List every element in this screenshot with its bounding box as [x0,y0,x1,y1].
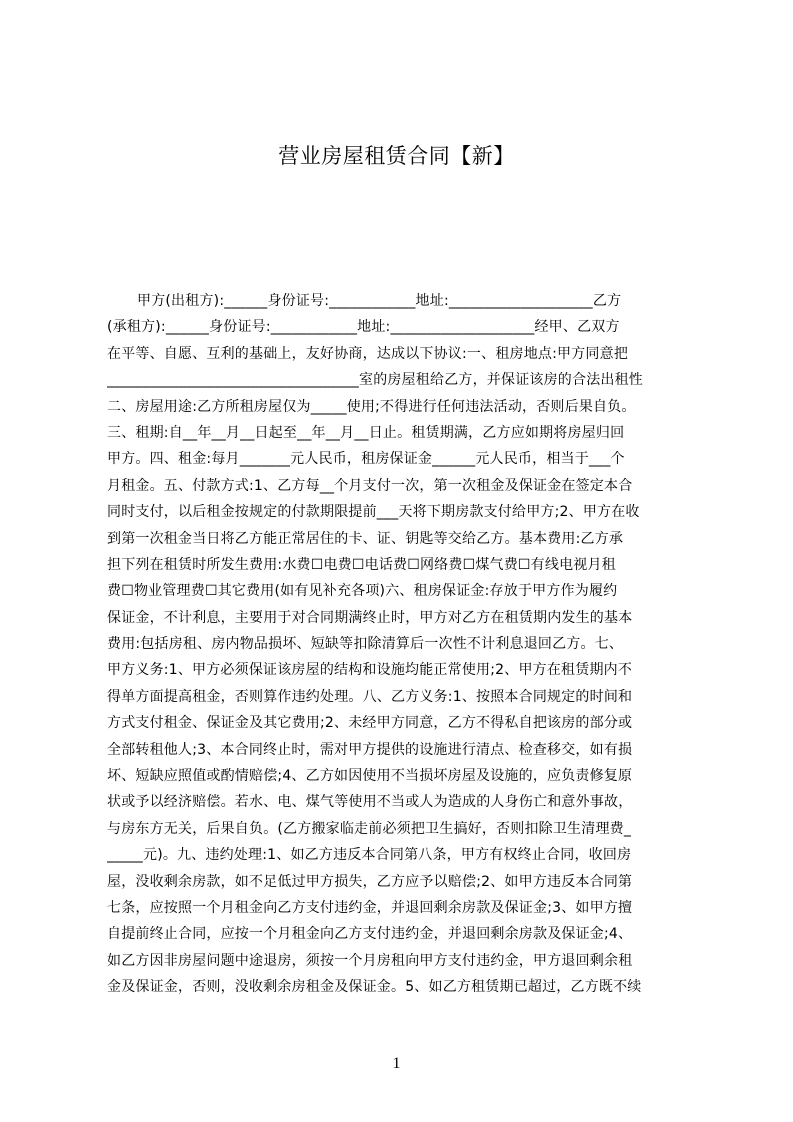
text-line: 担下列在租赁时所发生费用:水费☐电费☐电话费☐网络费☐煤气费☐有线电视月租 [107,556,616,573]
text-line: 甲方(出租方):______身份证号:____________地址:____________________乙方 [137,293,622,309]
text-line: 状或予以经济赔偿。若水、电、煤气等使用不当或人为造成的人身伤亡和意外事故， [107,794,633,811]
text-line: 如乙方因非房屋问题中途退房，须按一个月房租向甲方支付违约金，甲方退回剩余租 [107,952,633,969]
text-line: 全部转租他人;3、本合同终止时，需对甲方提供的设施进行清点、检查移交，如有损 [107,741,633,758]
text-line: 在平等、自愿、互利的基础上，友好协商，达成以下协议:一、租房地点:甲方同意把 [107,345,629,362]
text-line: ___________________________________室的房屋租给乙方，并保证该房的合法出租性 [107,372,643,389]
text-line: 三、租期:自__年__月__日起至__年__月__日止。租赁期满，乙方应如期将房屋归回 [107,424,625,441]
text-line: 自提前终止合同，应按一个月租金向乙方支付违约金，并退回剩余房款及保证金;4、 [107,926,633,943]
text-line: 同时支付，以后租金按规定的付款期限提前___天将下期房款支付给甲方;2、甲方在收 [107,504,640,521]
text-line: (承租方):______身份证号:____________地址:____________________经甲、乙双方 [107,319,620,336]
text-line: 月租金。五、付款方式:1、乙方每__个月支付一次，第一次租金及保证金在签定本合 [107,477,633,494]
text-line: 坏、短缺应照值或酌情赔偿;4、乙方如因使用不当损坏房屋及设施的，应负责修复原 [107,768,633,785]
text-line: 到第一次租金当日将乙方能正常居住的卡、证、钥匙等交给乙方。基本费用:乙方承 [107,530,624,547]
text-line: 甲方。四、租金:每月_______元人民币，租房保证金______元人民币，相当于___个 [107,451,625,468]
text-line: 甲方义务:1、甲方必须保证该房屋的结构和设施均能正常使用;2、甲方在租赁期内不 [107,662,633,679]
text-line: 保证金，不计利息，主要用于对合同期满终止时，甲方对乙方在租赁期内发生的基本 [107,609,633,626]
page-number: 1 [392,1055,401,1072]
text-line: 屋，没收剩余房款，如不足低过甲方损失，乙方应予以赔偿;2、如甲方违反本合同第 [107,873,633,890]
text-line: 费☐物业管理费☐其它费用(如有见补充各项)六、租房保证金:存放于甲方作为履约 [107,583,618,600]
text-line: 方式支付租金、保证金及其它费用;2、未经甲方同意，乙方不得私自把该房的部分或 [107,715,633,732]
document-title: 营业房屋租赁合同【新】 [278,144,515,168]
text-line: 得单方面提高租金，否则算作违约处理。八、乙方义务:1、按照本合同规定的时间和 [107,688,633,705]
text-line: 七条，应按照一个月租金向乙方支付违约金，并退回剩余房款及保证金;3、如甲方擅 [107,899,633,916]
text-line: _____元)。九、违约处理:1、如乙方违反本合同第八条，甲方有权终止合同，收回房 [107,847,632,864]
text-line: 二、房屋用途:乙方所租房屋仅为_____使用;不得进行任何违法活动，否则后果自负。 [107,398,636,415]
contract-body [107,288,699,1001]
text-line: 费用:包括房租、房内物品损坏、短缺等扣除清算后一次性不计利息退回乙方。七、 [107,636,624,653]
text-line: 与房东方无关，后果自负。(乙方搬家临走前必须把卫生搞好，否则扣除卫生清理费_ [107,820,632,837]
text-line: 金及保证金，否则，没收剩余房租金及保证金。5、如乙方租赁期已超过，乙方既不续 [107,979,642,996]
